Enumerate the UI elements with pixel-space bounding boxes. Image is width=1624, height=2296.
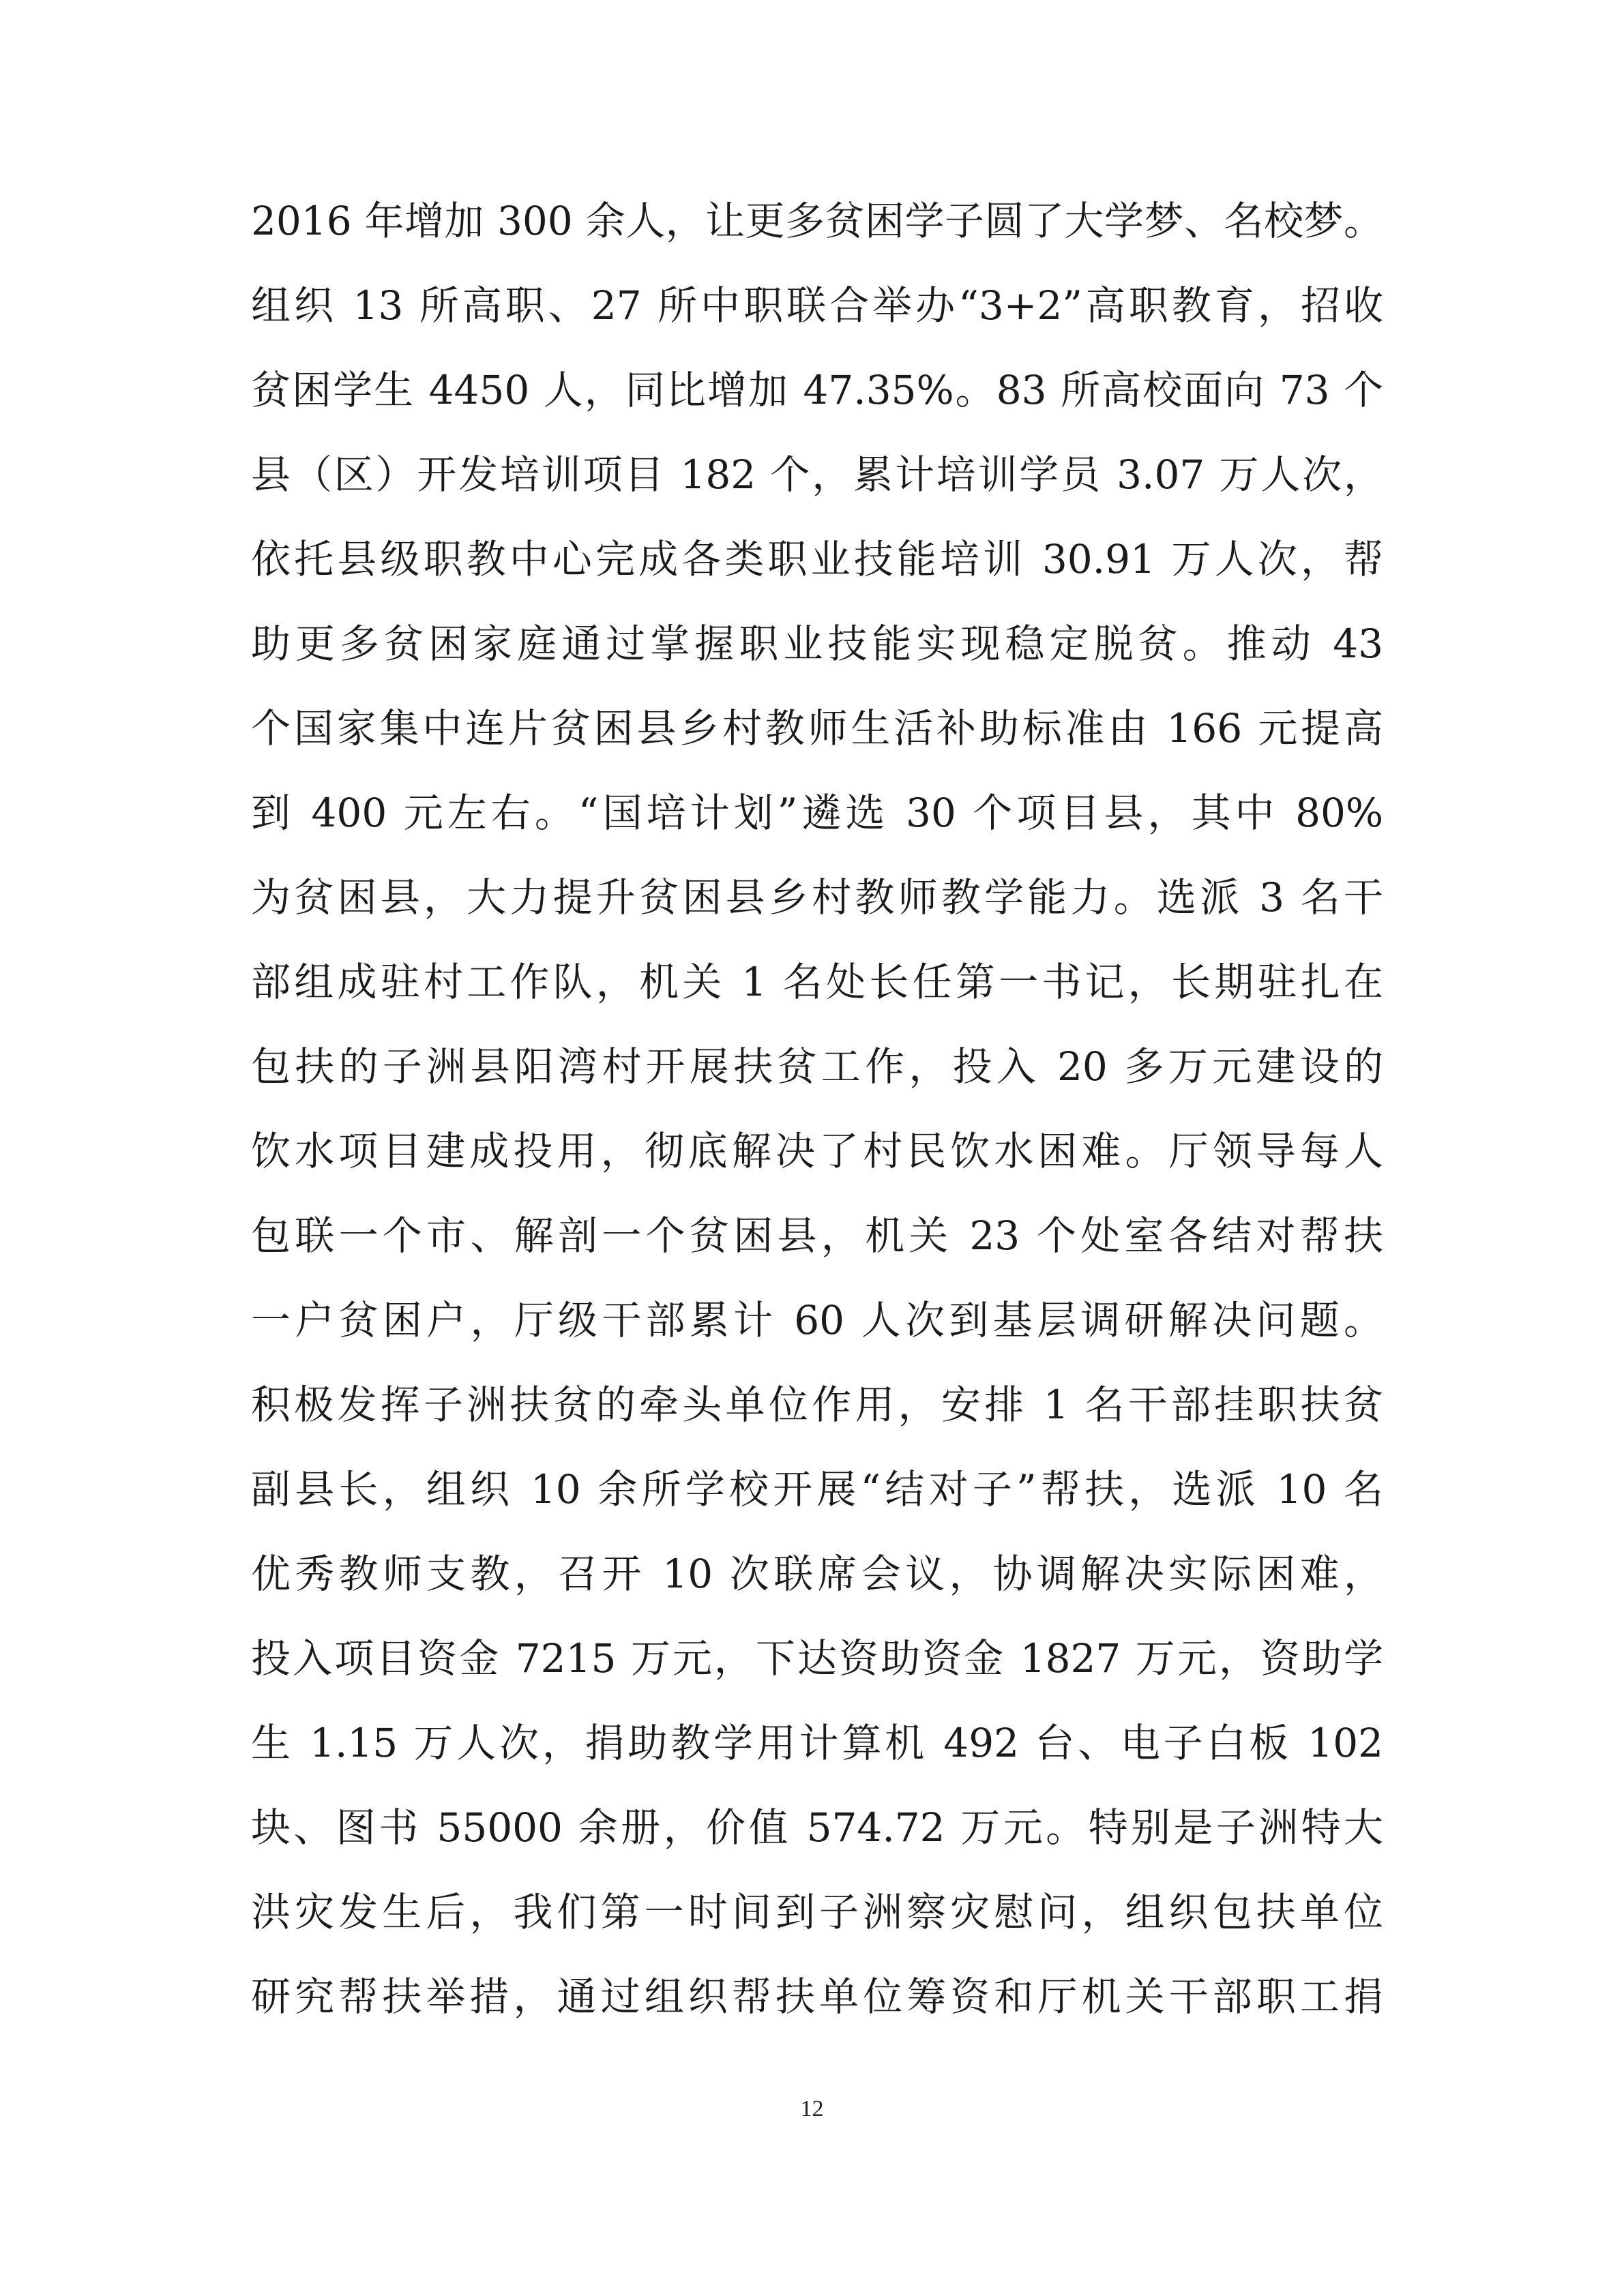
text-line: 一户贫困户，厅级干部累计 60 人次到基层调研解决问题。 bbox=[251, 1297, 1383, 1343]
text-line: 2016 年增加 300 余人，让更多贫困学子圆了大学梦、名校梦。 bbox=[251, 198, 1383, 244]
text-line: 县（区）开发培训项目 182 个，累计培训学员 3.07 万人次， bbox=[251, 451, 1383, 498]
text-line: 为贫困县，大力提升贫困县乡村教师教学能力。选派 3 名干 bbox=[251, 874, 1383, 921]
text-line: 组织 13 所高职、27 所中职联合举办“3+2”高职教育，招收 bbox=[251, 282, 1383, 329]
text-line: 贫困学生 4450 人，同比增加 47.35%。83 所高校面向 73 个 bbox=[251, 367, 1383, 413]
page-number: 12 bbox=[800, 2096, 824, 2121]
text-line: 积极发挥子洲扶贫的牵头单位作用，安排 1 名干部挂职扶贫 bbox=[251, 1382, 1383, 1428]
text-line: 依托县级职教中心完成各类职业技能培训 30.91 万人次，帮 bbox=[251, 536, 1383, 582]
body-text bbox=[251, 179, 1383, 2039]
text-line: 饮水项目建成投用，彻底解决了村民饮水困难。厅领导每人 bbox=[251, 1128, 1383, 1174]
text-line: 副县长，组织 10 余所学校开展“结对子”帮扶，选派 10 名 bbox=[251, 1466, 1383, 1512]
text-line: 个国家集中连片贫困县乡村教师生活补助标准由 166 元提高 bbox=[251, 705, 1383, 751]
text-line: 部组成驻村工作队，机关 1 名处长任第一书记，长期驻扎在 bbox=[251, 959, 1383, 1005]
text-line: 研究帮扶举措，通过组织帮扶单位筹资和厅机关干部职工捐 bbox=[251, 1973, 1383, 2020]
text-line: 优秀教师支教，召开 10 次联席会议，协调解决实际困难， bbox=[251, 1551, 1383, 1597]
text-line: 生 1.15 万人次，捐助教学用计算机 492 台、电子白板 102 bbox=[251, 1720, 1383, 1766]
text-line: 到 400 元左右。“国培计划”遴选 30 个项目县，其中 80% bbox=[251, 790, 1383, 836]
text-line: 包扶的子洲县阳湾村开展扶贫工作，投入 20 多万元建设的 bbox=[251, 1043, 1383, 1090]
text-line: 包联一个市、解剖一个贫困县，机关 23 个处室各结对帮扶 bbox=[251, 1212, 1383, 1259]
text-line: 洪灾发生后，我们第一时间到子洲察灾慰问，组织包扶单位 bbox=[251, 1889, 1383, 1935]
text-line: 助更多贫困家庭通过掌握职业技能实现稳定脱贫。推动 43 bbox=[251, 621, 1383, 667]
text-line: 投入项目资金 7215 万元，下达资助资金 1827 万元，资助学 bbox=[251, 1635, 1383, 1682]
text-line: 块、图书 55000 余册，价值 574.72 万元。特别是子洲特大 bbox=[251, 1804, 1383, 1851]
